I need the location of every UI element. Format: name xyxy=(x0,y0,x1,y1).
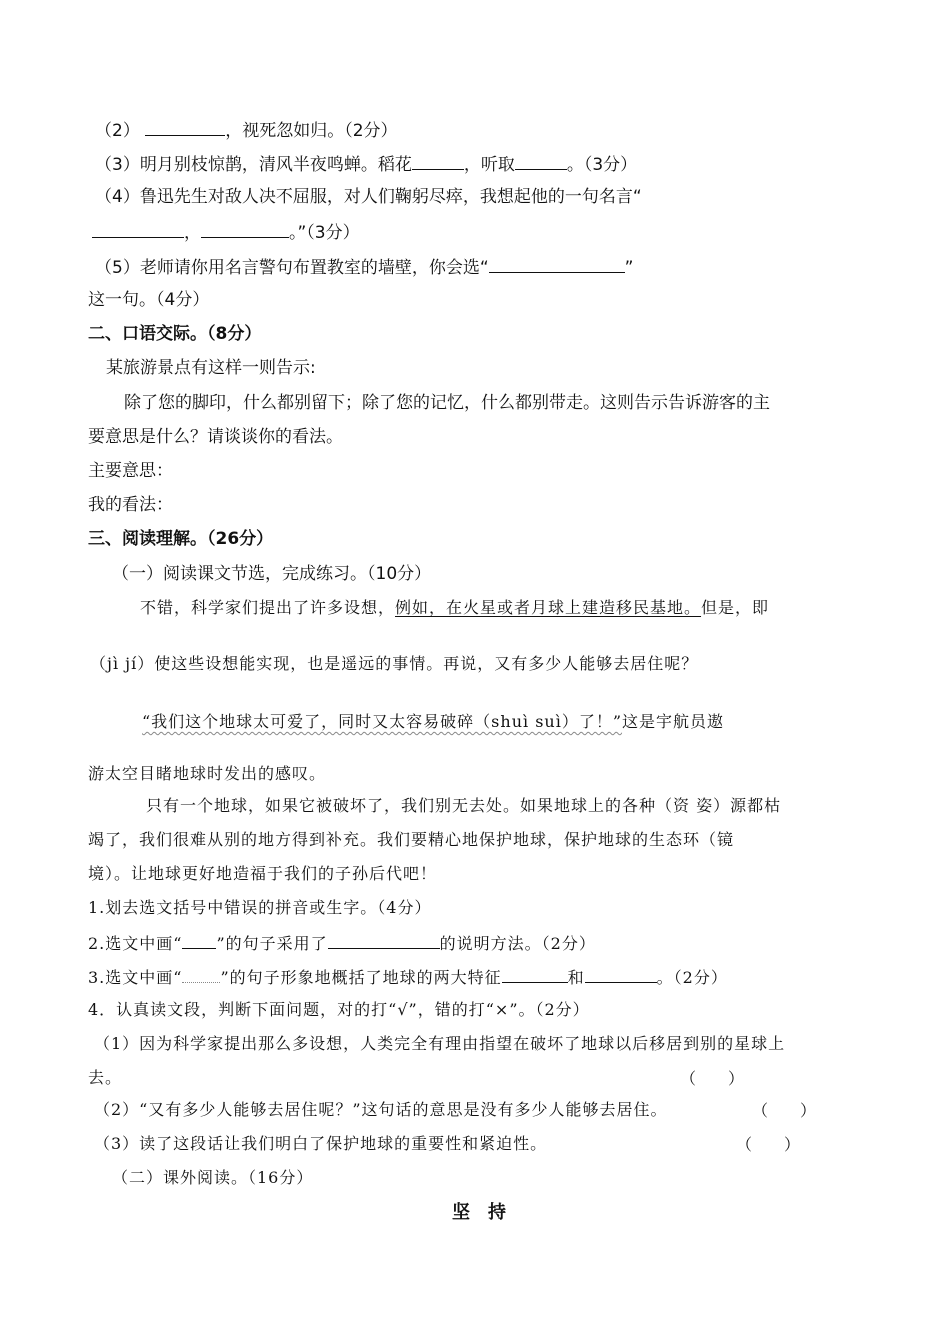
q2-text-a: 2.选文中画“ xyxy=(88,934,183,953)
judge-1-answer-box[interactable]: （ ） xyxy=(680,1069,745,1088)
q4-text: （4）鲁迅先生对敌人决不屈服，对人们鞠躬尽瘁，我想起他的一句名言“ xyxy=(95,187,642,207)
q2-prefix: （2） xyxy=(95,121,140,141)
question-3 xyxy=(88,964,728,990)
passage-p3-line2: 竭了，我们很难从别的地方得到补充。我们要精心地保护地球，保护地球的生态环（镜 xyxy=(88,830,735,849)
judge-1-line2: 去。 xyxy=(88,1068,123,1087)
question-2 xyxy=(88,930,596,956)
judge-3: （3）读了这段话让我们明白了保护地球的重要性和紧迫性。 xyxy=(94,1134,548,1153)
q2-blank[interactable] xyxy=(145,117,225,136)
notice-intro: 某旅游景点有这样一则告示: xyxy=(106,358,316,378)
judge-1-line1: （1）因为科学家提出那么多设想，人类完全有理由指望在破坏了地球以后移居到别的星球上 xyxy=(94,1034,786,1053)
passage-p2-line1 xyxy=(142,710,724,734)
q5-line1 xyxy=(95,254,633,280)
passage-p2-end: 这是宇航员遨 xyxy=(622,712,725,731)
passage-p2-wavy: “我们这个地球太可爱了，同时又太容易破碎（shuì suì）了！” xyxy=(142,712,623,731)
section-2-heading: 二、口语交际。（8分） xyxy=(88,324,262,344)
question-4: 4．认真读文段，判断下面问题，对的打“√”，错的打“×”。（2分） xyxy=(88,1000,590,1019)
question-1: 1.划去选文括号中错误的拼音或生字。（4分） xyxy=(88,898,432,917)
passage-p3-line3: 境）。让地球更好地造福于我们的子孙后代吧！ xyxy=(88,864,438,883)
q3-mid: ，听取 xyxy=(463,155,515,175)
q5-quote-end: ” xyxy=(624,258,634,278)
q4-end: 。”（3分） xyxy=(289,223,360,243)
q2-rest: ，视死忽如归。（2分） xyxy=(225,121,398,141)
passage-p3-line1: 只有一个地球，如果它被破坏了，我们别无去处。如果地球上的各种（资 姿）源都枯 xyxy=(146,796,782,815)
sub-section-1: （一）阅读课文节选，完成练习。（10分） xyxy=(112,564,432,584)
q4-blank-1[interactable] xyxy=(92,219,184,238)
section-3-heading: 三、阅读理解。（26分） xyxy=(88,529,274,549)
passage-p1-start: 不错，科学家们提出了许多设想， xyxy=(140,598,396,617)
q5-line2 xyxy=(88,288,209,312)
q3-text-d: 。（2分） xyxy=(656,968,728,987)
q3-blank-1[interactable] xyxy=(412,151,464,170)
q2-text-c: 的说明方法。（2分） xyxy=(439,934,596,953)
notice-text: 除了您的脚印，什么都别留下；除了您的记忆，什么都别带走。这则告示告诉游客的主 xyxy=(124,393,770,413)
q3-text-b: ”的句子形象地概括了地球的两大特征 xyxy=(220,968,502,987)
q5-line2-text: 这一句。（4分） xyxy=(88,290,210,310)
q2-mark-line xyxy=(182,930,216,949)
q3-line xyxy=(95,151,637,177)
q3-text-c: 和 xyxy=(567,968,585,987)
q3-wavy-mark xyxy=(182,968,220,983)
meaning-label: 主要意思： xyxy=(88,461,173,481)
q2-text-b: ”的句子采用了 xyxy=(216,934,328,953)
sub-section-2: （二）课外阅读。（16分） xyxy=(112,1168,314,1187)
passage-p1-underlined: 例如，在火星或者月球上建造移民基地。 xyxy=(395,598,702,617)
q4-blank-2[interactable] xyxy=(201,219,289,238)
notice-text-2: 要意思是什么？请谈谈你的看法。 xyxy=(88,427,343,447)
passage-p1-line1 xyxy=(140,596,769,620)
q3-text-a: 3.选文中画“ xyxy=(88,968,183,987)
story-title: 坚持 xyxy=(452,1202,524,1223)
q5-blank[interactable] xyxy=(489,254,625,273)
q3-text: （3）明月别枝惊鹊，清风半夜鸣蝉。稻花 xyxy=(95,155,412,175)
judge-3-answer-box[interactable]: （ ） xyxy=(736,1135,801,1154)
q4-line1 xyxy=(95,185,642,209)
q5-text: （5）老师请你用名言警句布置教室的墙壁，你会选“ xyxy=(95,258,489,278)
q3-end: 。（3分） xyxy=(566,155,638,175)
judge-2: （2）“又有多少人能够去居住呢？”这句话的意思是没有多少人能够去居住。 xyxy=(94,1100,668,1119)
q3-blank-2[interactable] xyxy=(515,151,567,170)
q4-sep: ， xyxy=(184,223,201,243)
passage-p1-end: 但是，即 xyxy=(701,598,770,617)
judge-2-answer-box[interactable]: （ ） xyxy=(752,1101,817,1120)
q3-feature-blank-1[interactable] xyxy=(502,964,568,983)
passage-p2-line2: 游太空目睹地球时发出的感叹。 xyxy=(88,764,327,783)
passage-p1-line2: （jì jí）使这些设想能实现，也是遥远的事情。再说，又有多少人能够去居住呢？ xyxy=(90,654,699,673)
q2-line xyxy=(95,117,398,143)
q3-feature-blank-2[interactable] xyxy=(585,964,657,983)
opinion-label: 我的看法： xyxy=(88,495,173,515)
q2-method-blank[interactable] xyxy=(328,930,440,949)
q4-line2 xyxy=(92,219,360,245)
